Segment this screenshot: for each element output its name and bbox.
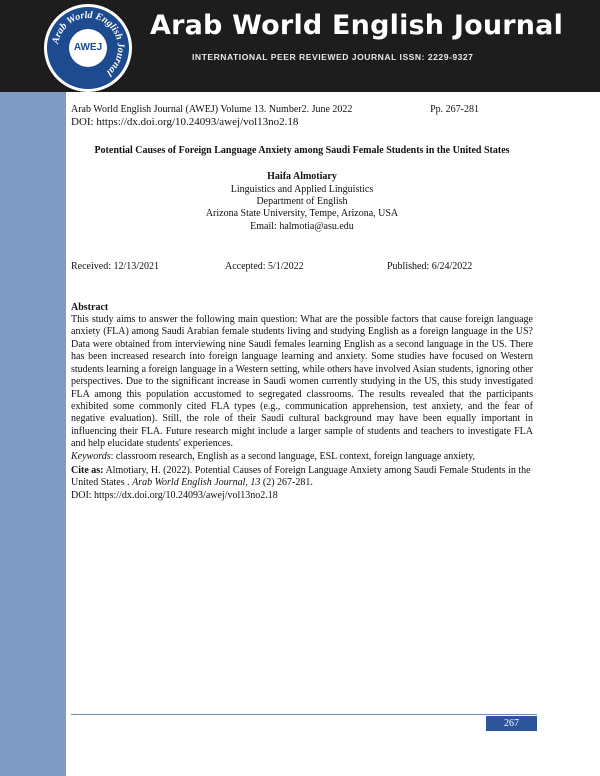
author-name: Haifa Almotiary [267,171,337,183]
article-body [71,104,533,502]
cite-issue-pages: (2) 267-281. [260,477,313,489]
abstract-text: This study aims to answer the following main question: What are the possible factors that cause foreign language anxiety (FLA) among Saudi Arabian female students living and studying English as a foreign language in the US? Data were obtained from interviewing nine Saudi females learning English as a second language in the US. There has been increased research into foreign language learning and anxiety. Some studies have focused on Western students learning a foreign language in a Western setting, while others have involved Asian students, ignoring other perspectives. Due to the significant increase in Saudi women currently studying in the US, this study investigated FLA among this population accustomed to segregated classrooms. The results revealed that the participants exhibited some commonly cited FLA types (e.g., communication apprehension, test anxiety, and the fear of negative evaluation). Still, the role of their Saudi cultural background may have been equally important in influencing their FLA. Future research might include a larger sample of students and teachers to investigate FLA and help elucidate students' experiences. [71,314,533,450]
paper-title: Potential Causes of Foreign Language Anxiety among Saudi Female Students in the United States [94,144,510,156]
affiliation-university: Arizona State University, Tempe, Arizona, USA [205,208,399,220]
journal-logo [44,4,132,92]
keywords-label: Keywords [71,450,111,462]
accepted-date: Accepted: 5/1/2022 [225,261,304,273]
citation-row [71,104,533,116]
svg-text:Arab World English Journal: Arab World English Journal [50,9,127,78]
citation-line: Arab World English Journal (AWEJ) Volume 13. Number2. June 2022 [71,104,353,115]
cite-doi: DOI: https://dx.doi.org/10.24093/awej/vol13no2.18 [71,489,278,501]
side-band [0,0,66,776]
published-date: Published: 6/24/2022 [387,261,473,273]
affiliation-program: Linguistics and Applied Linguistics [230,183,374,195]
cite-journal: Arab World English Journal, 13 [132,477,261,489]
page-range: Pp. 267-281 [430,104,479,115]
cite-label: Cite as: [71,464,104,476]
doi-line: DOI: https://dx.doi.org/10.24093/awej/vol13no2.18 [71,116,299,129]
cite-text: Almotiary, H. (2022). Potential Causes of Foreign Language Anxiety among Saudi Female Students in the United States . [71,464,531,489]
dates-row [71,261,533,273]
page-number: 267 [486,716,537,731]
journal-header [0,0,600,92]
logo-center-mark: AWEJ [69,29,107,67]
author-block [71,171,533,233]
keywords [71,451,533,463]
cite-as [71,465,533,490]
author-email: Email: halmotia@asu.edu [250,220,354,232]
abstract-heading: Abstract [71,301,109,313]
keywords-text: : classroom research, English as a second language, ESL context, foreign language anxiety, [110,450,476,462]
footer-divider [71,714,537,715]
affiliation-department: Department of English [256,196,348,208]
journal-title: Arab World English Journal [150,10,564,41]
received-date: Received: 12/13/2021 [71,261,160,273]
journal-subtitle: INTERNATIONAL PEER REVIEWED JOURNAL ISSN: 2229-9327 [192,52,474,62]
